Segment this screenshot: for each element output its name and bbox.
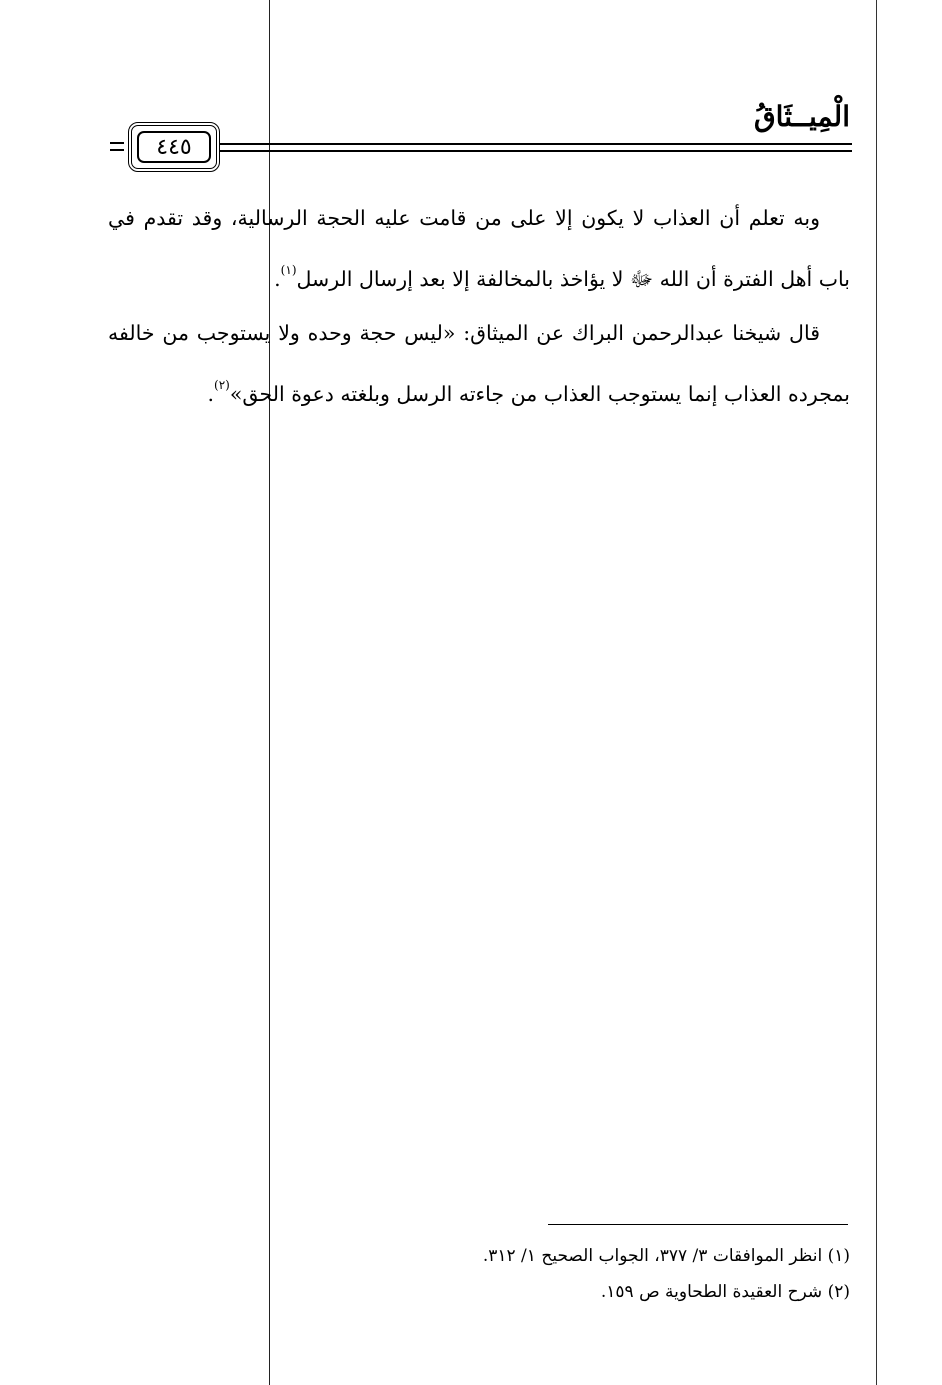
footnote-separator — [548, 1224, 848, 1225]
footnote-2: (٢) شرح العقيدة الطحاوية ص ١٥٩. — [600, 1282, 850, 1302]
scan-margin-line-right — [876, 0, 877, 1385]
page-number-frame — [128, 122, 220, 172]
footnote-ref-1[interactable]: (١) — [280, 263, 297, 277]
paragraph-2-end: . — [207, 382, 215, 406]
header-rule-bottom — [220, 150, 852, 152]
paragraph-2-text: قال شيخنا عبدالرحمن البراك عن الميثاق: «ليس حجة وحده ولا يستوجب من خالفه بمجرده العذاب إنما يستوجب العذاب من جاءته الرسل وبلغته دعوة الحق» — [108, 321, 850, 406]
footnote-ref-2[interactable]: (٢) — [214, 378, 230, 392]
paragraph-2 — [108, 307, 850, 420]
footnotes — [150, 1238, 850, 1310]
running-header-title: الْمِيــثَاقُ — [753, 100, 850, 133]
body-text — [108, 192, 850, 422]
header-rule-end-mark — [110, 141, 124, 153]
page-number: ٤٤٥ — [156, 134, 192, 160]
header-rule-top — [220, 143, 852, 145]
paragraph-1 — [108, 192, 850, 305]
paragraph-1-text: وبه تعلم أن العذاب لا يكون إلا على من قامت عليه الحجة الرسالية، وقد تقدم في باب أهل الفترة أن الله ﷻ لا يؤاخذ بالمخالفة إلا بعد إرسال الرسل — [108, 206, 850, 291]
footnote-1: (١) انظر الموافقات ٣/ ٣٧٧، الجواب الصحيح ١/ ٣١٢. — [482, 1246, 850, 1266]
paragraph-1-end: . — [274, 267, 281, 291]
